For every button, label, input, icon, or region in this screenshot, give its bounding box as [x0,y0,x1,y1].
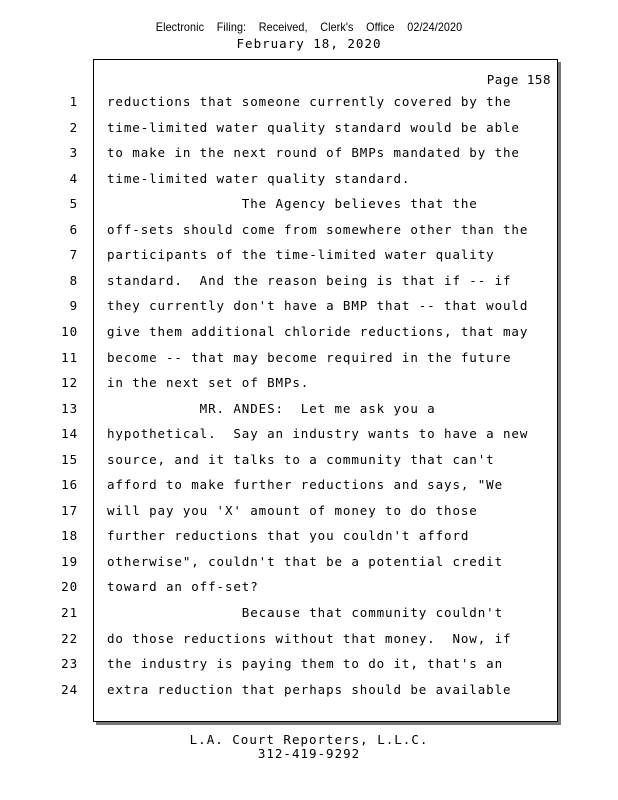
transcript-line [61,477,564,497]
line-text: will pay you 'X' amount of money to do those [107,502,478,518]
transcript-line [69,145,564,165]
line-number: 19 [61,553,78,569]
line-text: source, and it talks to a community that can't [107,451,495,467]
filing-word: Electronic [155,20,205,34]
line-number: 14 [61,426,78,442]
line-text: give them additional chloride reductions, that may [107,323,529,339]
transcript-line [69,170,564,191]
transcript-line [61,323,564,344]
filing-word: Clerk's [320,20,354,34]
line-number: 6 [69,221,78,237]
line-text: afford to make further reductions and says, "We [107,477,504,493]
transcript-line [69,94,564,114]
line-number: 4 [69,170,78,186]
transcript-line [69,298,564,318]
hearing-date: February 18, 2020 [236,36,382,51]
transcript-line [61,605,564,625]
line-number: 17 [61,502,78,518]
line-text: the industry is paying them to do it, that's an [107,656,504,672]
reporter-phone: 312-419-9292 [257,746,361,761]
transcript-line [61,579,564,599]
line-text: toward an off-set? [107,579,259,595]
transcript-line [61,630,564,651]
transcript-line [69,247,564,267]
line-text: Because that community couldn't [107,605,504,620]
line-text: MR. ANDES: Let me ask you a [107,400,436,416]
transcript-line [61,528,564,548]
line-number: 9 [69,298,78,314]
line-text: in the next set of BMPs. [107,375,310,391]
transcript-page [61,59,558,722]
transcript-line [69,221,564,242]
transcript-line [69,272,564,293]
filing-word: Filing: [216,20,247,34]
line-text: to make in the next round of BMPs mandated by the [107,145,520,161]
transcript-line [61,349,564,370]
line-text: otherwise", couldn't that be a potential credit [107,553,504,569]
transcript-line [61,681,564,702]
line-text: participants of the time-limited water quality [107,247,495,263]
line-text: standard. And the reason being is that if -- if [107,272,512,288]
line-number: 7 [69,247,78,263]
transcript-line [61,656,564,676]
line-text: time-limited water quality standard would be able [107,119,520,135]
line-text: The Agency believes that the [107,196,478,212]
line-text: do those reductions without that money. Now, if [107,630,512,646]
line-number: 16 [61,477,78,493]
transcript-line [69,196,564,216]
line-text: off-sets should come from somewhere other than the [107,221,529,237]
line-number: 18 [61,528,78,544]
line-number: 11 [61,349,78,365]
line-number: 23 [61,656,78,672]
transcript-line [61,400,564,421]
transcript-line [61,502,564,523]
line-text: further reductions that you couldn't afford [107,528,470,544]
line-text: hypothetical. Say an industry wants to have a new [107,426,529,442]
line-number: 13 [61,400,78,416]
transcript-line [61,426,564,446]
transcript-line [69,119,564,140]
line-number: 2 [69,119,78,135]
line-text: they currently don't have a BMP that -- that would [107,298,529,314]
line-number: 8 [69,272,78,288]
transcript-line [61,553,564,574]
line-number: 10 [61,323,78,339]
line-number: 24 [61,681,78,697]
line-text: reductions that someone currently covered by the [107,94,512,109]
line-number: 3 [69,145,78,161]
line-text: extra reduction that perhaps should be available [107,681,512,697]
line-text: become -- that may become required in the future [107,349,512,365]
reporter-company: L.A. Court Reporters, L.L.C. [189,732,429,747]
line-number: 15 [61,451,78,467]
line-text: time-limited water quality standard. [107,170,411,186]
filing-word: Office [366,20,395,34]
transcript-line [61,375,564,395]
page-number: Page 158 [486,72,551,87]
transcript-line [61,451,564,472]
electronic-filing-stamp [31,20,587,34]
filing-word: Received, [258,20,308,34]
line-number: 12 [61,375,78,391]
filing-date: 02/24/2020 [407,20,463,34]
line-number: 20 [61,579,78,595]
line-number: 21 [61,605,78,620]
line-number: 22 [61,630,78,646]
line-number: 1 [69,94,78,109]
line-number: 5 [69,196,78,212]
